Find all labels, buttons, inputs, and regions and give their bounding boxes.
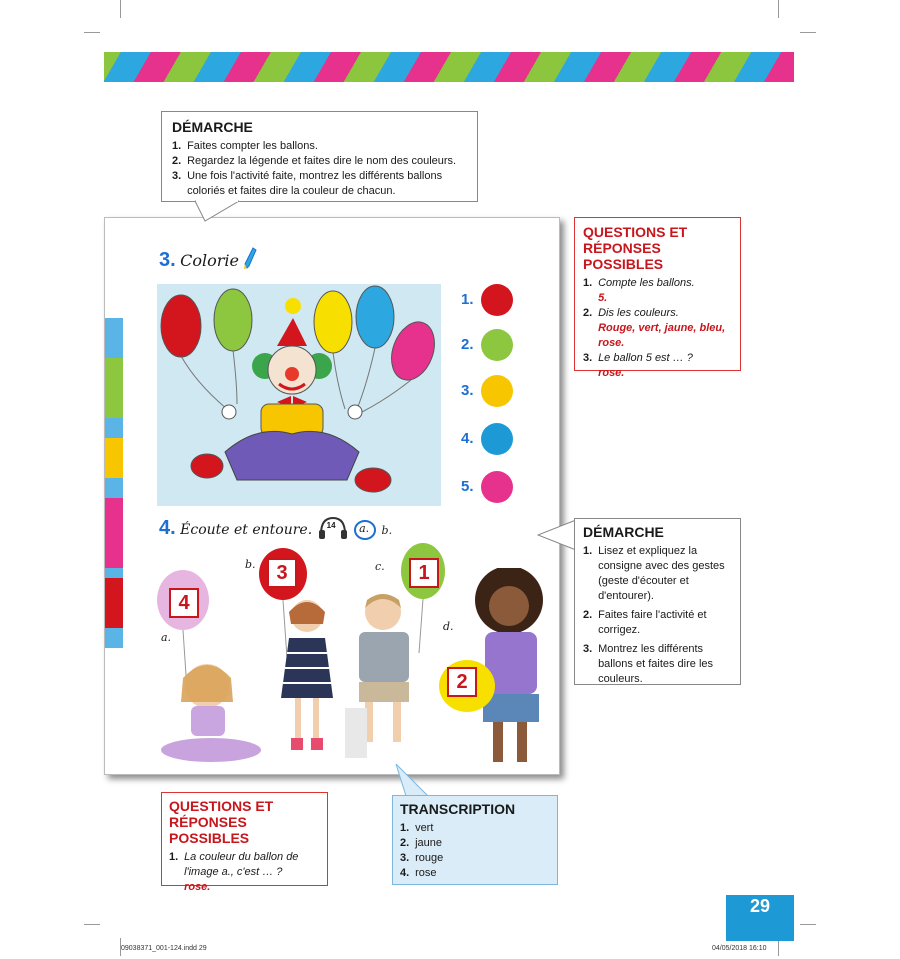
list-item: 4. rose [400, 867, 437, 879]
list-item: 3. Montrez les différents ballons et faites dire les couleurs. [583, 643, 714, 685]
example-suffix: b. [381, 524, 393, 537]
demarche-top-box [161, 111, 478, 202]
balloon-number-3: 3 [267, 558, 297, 588]
color-swatch-green [481, 329, 513, 361]
transcription-title: TRANSCRIPTION [400, 801, 516, 817]
exercise-3-number: 3. [159, 249, 176, 271]
crop-mark [800, 32, 816, 33]
questions-bottom-title-2: RÉPONSES POSSIBLES [169, 814, 250, 846]
color-swatch-pink [481, 471, 513, 503]
boy-sitting-photo [345, 588, 433, 758]
list-item: 3. rouge [400, 852, 444, 864]
color-swatch-red [481, 284, 513, 316]
list-item: 3. Le ballon 5 est … ? rose. [583, 352, 693, 379]
balloon-number-2: 2 [447, 667, 477, 697]
stripe-banner [104, 52, 794, 82]
exercise-4-number: 4. [159, 517, 176, 539]
balloon-number-4: 4 [169, 588, 199, 618]
list-item: 2. Faites faire l'activité et corrigez. [583, 609, 707, 636]
list-item: 2. Regardez la légende et faites dire le nom des couleurs. [172, 155, 457, 167]
exercise-3-instruction: Colorie [180, 251, 239, 270]
callout-pointer [537, 518, 577, 552]
color-swatch-yellow [481, 375, 513, 407]
page-number: 29 [726, 895, 794, 941]
demarche-top-title: DÉMARCHE [172, 119, 253, 135]
footer-date: 04/05/2018 16:10 [712, 945, 767, 952]
questions-right-box [574, 217, 741, 379]
example-letter: a. [359, 522, 370, 535]
callout-pointer [394, 762, 430, 798]
legend-label-4: 4. [461, 430, 474, 447]
girl-standing-photo [277, 598, 343, 758]
list-item: 1. vert [400, 822, 434, 834]
exercise-3-header [159, 246, 257, 272]
footer-file-info: 09038371_001-124.indd 29 [121, 945, 207, 952]
transcription-box [392, 795, 558, 885]
crop-mark [84, 32, 100, 33]
girl-sitting-photo [161, 658, 271, 764]
questions-bottom-box [161, 792, 328, 893]
image-letter-b: b. [245, 558, 256, 571]
legend-label-5: 5. [461, 478, 474, 495]
legend-label-3: 3. [461, 382, 474, 399]
list-item: 1. Compte les ballons. 5. [583, 277, 695, 304]
crop-mark [120, 0, 121, 18]
demarche-right-box [574, 518, 741, 685]
list-item: 2. jaune [400, 837, 442, 849]
crop-mark [778, 0, 779, 18]
circle-example-icon [353, 518, 377, 540]
list-item: 1. La couleur du ballon de l'image a., c'est … ? rose. [169, 851, 299, 893]
textbook-page [104, 217, 560, 775]
pencil-icon [243, 246, 257, 270]
color-swatch-blue [481, 423, 513, 455]
exercise-4-instruction: Écoute et entoure. [180, 522, 313, 538]
questions-right-title-1: QUESTIONS ET [583, 224, 688, 240]
track-number: 14 [326, 521, 336, 530]
list-item: 3. Une fois l'activité faite, montrez les différents ballons coloriés et faites dire la couleur de chacun. [172, 170, 443, 197]
headphones-icon [317, 516, 349, 540]
questions-bottom-title-1: QUESTIONS ET [169, 798, 274, 814]
image-letter-c: c. [375, 560, 385, 573]
image-letter-a: a. [161, 631, 172, 644]
crop-mark [84, 924, 100, 925]
list-item: 1. Faites compter les ballons. [172, 140, 318, 152]
list-item: 2. Dis les couleurs. Rouge, vert, jaune, bleu, rose. [583, 307, 726, 349]
clown-illustration [157, 284, 441, 506]
exercise-4-header [159, 516, 392, 540]
questions-right-title-2: RÉPONSES POSSIBLES [583, 240, 664, 272]
list-item: 1. Lisez et expliquez la consigne avec des gestes (geste d'écouter et d'entourer). [583, 545, 725, 602]
crop-mark [800, 924, 816, 925]
callout-pointer [195, 200, 239, 222]
image-letter-d: d. [443, 620, 454, 633]
legend-label-1: 1. [461, 291, 474, 308]
legend-label-2: 2. [461, 336, 474, 353]
previous-page-strip [105, 318, 123, 648]
balloon-number-1: 1 [409, 558, 439, 588]
demarche-right-title: DÉMARCHE [583, 524, 664, 540]
